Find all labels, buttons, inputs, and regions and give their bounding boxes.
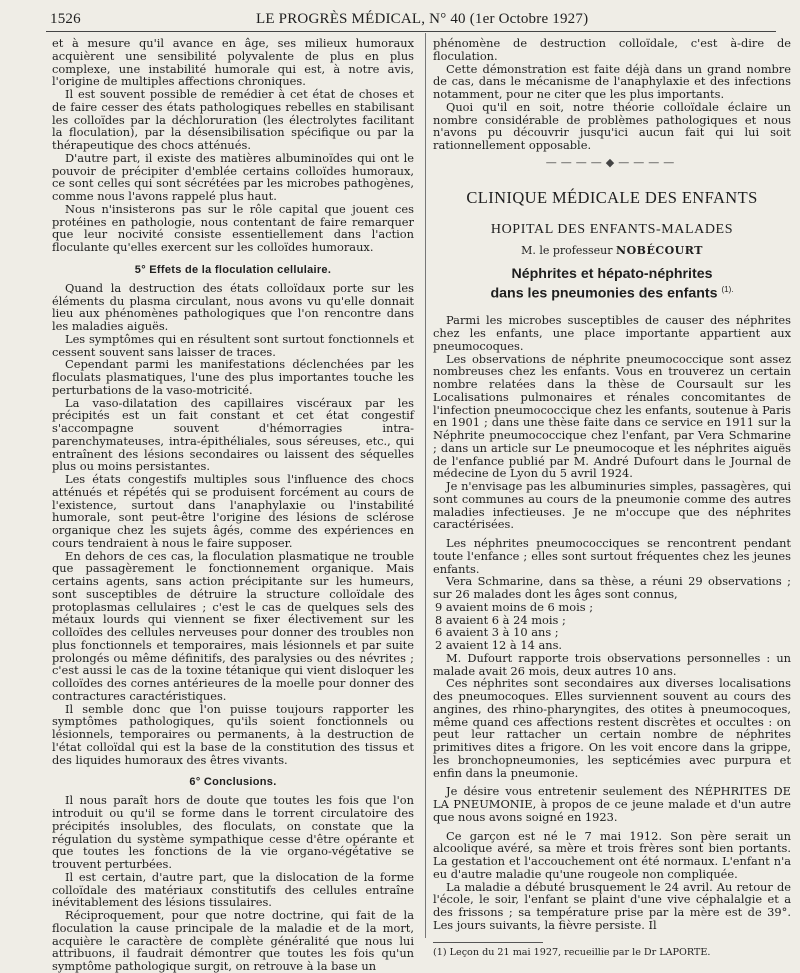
ornament-divider: ————◆————	[545, 155, 679, 169]
section-title: CLINIQUE MÉDICALE DES ENFANTS	[466, 187, 758, 207]
paragraph: Il semble donc que l'on puisse toujours rapporter les symptômes pathologiques, qu'ils soient fonctionnels ou lésionnels, temporaires ou permanents, à la destruction de l'état colloïdal qui est la base de la constitution des tissus et des liquides humoraux des êtres vivants.	[52, 701, 414, 767]
hospital-name: HOPITAL DES ENFANTS-MALADES	[490, 221, 734, 237]
professor-line	[433, 244, 791, 257]
age-list	[433, 601, 791, 652]
paragraph: Je désire vous entretenir seulement des NÉPHRITES DE LA PNEUMONIE, à propos de ce jeune malade et d'un autre que nous avons soigné en 1923.	[433, 784, 791, 824]
journal-title: LE PROGRÈS MÉDICAL, N° 40 (1er Octobre 1927)	[256, 11, 589, 27]
paragraph: Il est certain, d'autre part, que la dislocation de la forme colloïdale des matériaux constitutifs des cellules entraîne inévitablement des lésions tissulaires.	[52, 869, 414, 910]
section-heading-5: 5° Effets de la floculation cellulaire.	[134, 263, 332, 276]
list-item: 9 avaient moins de 6 mois ;	[435, 599, 594, 614]
footnote: (1) Leçon du 21 mai 1927, recueillie par le Dr LAPORTE.	[433, 946, 711, 958]
paragraph: M. Dufourt rapporte trois observations personnelles : un malade avait 26 mois, deux autres 10 ans.	[433, 650, 791, 678]
article-title-line1: Néphrites et hépato-néphrites	[511, 265, 713, 282]
article-title	[433, 266, 791, 303]
list-item: 2 avaient 12 à 14 ans.	[435, 638, 563, 653]
paragraph: Ce garçon est né le 7 mai 1912. Son père serait un alcoolique avéré, sa mère et trois frères sont bien portants. La gestation et l'accouchement ont été normaux. L'enfant n'a eu d'autre maladie qu'une rougeole non compliquée.	[433, 828, 791, 881]
article-title-line2: dans les pneumonies des enfants	[490, 285, 718, 302]
page-number: 1526	[50, 11, 81, 27]
paragraph: Quoi qu'il en soit, notre théorie colloïdale éclaire un nombre considérable de problèmes pathologiques et nous n'avons pu découvrir jusqu'ici aucun fait qui lui soit rationnellement opposable.	[433, 99, 791, 152]
list-item: 8 avaient 6 à 24 mois ;	[435, 612, 566, 627]
paragraph: Les symptômes qui en résultent sont surtout fonctionnels et cessent souvent sans laisser de traces.	[52, 331, 414, 359]
paragraph: Nous n'insisterons pas sur le rôle capital que jouent ces protéines en pathologie, nous contentant de faire remarquer que leur nocivité consiste essentiellement dans l'action floculante qu'elles exercent sur les colloïdes humoraux.	[52, 201, 414, 254]
paragraph: Les observations de néphrite pneumococcique sont assez nombreuses chez les enfants. Vous en trouverez un certain nombre relatées dans la thèse de Coursault sur les Localisations pulmonaires et rénales concomitantes de l'infection pneumococcique chez les enfants, soutenue à Paris en 1901 ; dans une thèse faite dans ce service en 1911 sur la Néphrite pneumococcique chez l'enfant, par Vera Schmarine ; dans un article sur Le pneumocoque et les néphrites aiguës de l'enfance publié par M. André Dufourt dans le Journal de médecine de Lyon du 5 avril 1924.	[433, 351, 791, 481]
professor-name: NOBÉCOURT	[616, 243, 703, 257]
paragraph: phénomène de destruction colloïdale, c'est à-dire de floculation.	[433, 36, 791, 63]
paragraph: et à mesure qu'il avance en âge, ses milieux humoraux acquièrent une sensibilité polyvalente de plus en plus complexe, une instabilité humorale qui est, à notre avis, l'origine de multiples affections chroniques.	[52, 36, 414, 89]
footnote-ref: (1).	[721, 285, 734, 295]
paragraph: Il nous paraît hors de doute que toutes les fois que l'on introduit ou qu'il se forme dans le torrent circulatoire des précipités insolubles, des floculats, on constate que la régulation du système sympathique cesse d'être opérante et que toutes les fonctions de la vie organo-végétative se trouvent perturbées.	[52, 793, 414, 871]
paragraph: Cette démonstration est faite déjà dans un grand nombre de cas, dans le mécanisme de l'anaphylaxie et des infections notamment, pour ne citer que les plus importants.	[433, 61, 791, 101]
paragraph: Les états congestifs multiples sous l'influence des chocs atténués et répétés qui se produisent forcément au cours de l'existence, surtout dans l'anaphylaxie ou l'instabilité humorale, sont peut-être l'origine des lésions de sclérose organique chez les sujets âgés, comme des expériences en cours tendraient à nous le faire supposer.	[52, 472, 414, 550]
list-item: 6 avaient 3 à 10 ans ;	[435, 625, 559, 640]
left-column	[52, 37, 414, 973]
paragraph: En dehors de ces cas, la floculation plasmatique ne trouble que passagèrement le fonctionnement organique. Mais certains agents, sans action précipitante sur les humeurs, sont susceptibles de détruire la structure colloïdale des protoplasmas cellulaires ; c'est le cas de quelques sels des métaux lourds qui viennent se fixer électivement sur les colloïdes des cellules nerveuses pour donner des troubles non plus fonctionnels et temporaires, mais lésionnels et par suite prolongés ou même définitifs, des paralysies ou des névrites ; c'est aussi le cas de la toxine tétanique qui vient disloquer les colloïdes des cornes antérieures de la moelle pour donner des contractures caractéristiques.	[52, 548, 414, 703]
paragraph: Parmi les microbes susceptibles de causer des néphrites chez les enfants, une place importante appartient aux pneumocoques.	[433, 313, 791, 353]
paragraph: Les néphrites pneumococciques se rencontrent pendant toute l'enfance ; elles sont surtout fréquentes chez les jeunes enfants.	[433, 536, 791, 576]
paragraph: La vaso-dilatation des capillaires viscéraux par les précipités est un fait constant et cet état congestif s'accompagne souvent d'hémorragies intra-parenchymateuses, intra-épithéliales, sous séreuses, etc., qui entraînent des lésions secondaires ou laissent des séquelles plus ou moins persistantes.	[52, 395, 414, 474]
column-divider	[425, 33, 426, 938]
header-rule	[46, 31, 776, 32]
paragraph: Ces néphrites sont secondaires aux diverses localisations des pneumocoques. Elles surviennent souvent au cours des angines, des rhino-pharyngites, des otites à pneumocoques, même quand ces affections restent discrètes et occultes : on peut leur rattacher un certain nombre de néphrites primitives dites a frigore. On les voit encore dans la grippe, les bronchopneumonies, les septicémies avec purpura et enfin dans la pneumonie.	[433, 676, 791, 780]
paragraph: Je n'envisage pas les albuminuries simples, passagères, qui sont communes au cours de la pneumonie comme des autres maladies infectieuses. Je ne m'occupe que des néphrites caractérisées.	[433, 479, 791, 532]
paragraph: Réciproquement, pour que notre doctrine, qui fait de la floculation la cause principale de la maladie et de la mort, acquière le caractère de complète généralité que nous lui attribuons, il faudrait démontrer que toutes les fois qu'un symptôme pathologique surgit, on retrouve à la base un	[52, 908, 414, 973]
section-heading-6: 6° Conclusions.	[189, 776, 277, 789]
right-column	[433, 37, 791, 959]
paragraph: La maladie a débuté brusquement le 24 avril. Au retour de l'école, le soir, l'enfant se plaint d'une vive céphalalgie et a des frissons ; sa température prise par la mère est de 39°. Les jours suivants, la fièvre persiste. Il	[433, 879, 791, 932]
paragraph: Quand la destruction des états colloïdaux porte sur les éléments du plasma circulant, nous avons vu qu'elle donnait lieu aux phénomènes pathologiques que l'on rencontre dans les maladies aiguës.	[52, 280, 414, 333]
paragraph: Cependant parmi les manifestations déclenchées par les floculats plasmatiques, l'une des plus importantes touche les perturbations de la vaso-motricité.	[52, 357, 414, 397]
paragraph: Vera Schmarine, dans sa thèse, a réuni 29 observations ; sur 26 malades dont les âges sont connus,	[433, 574, 791, 602]
footnote-rule	[433, 942, 543, 943]
professor-prefix: M. le professeur	[521, 243, 613, 257]
paragraph: Il est souvent possible de remédier à cet état de choses et de faire cesser des états pathologiques rebelles en stabilisant les colloïdes par la déchloruration (les électrolytes facilitant la floculation), par la désensibilisation spécifique ou par la thérapeutique des chocs atténués.	[52, 87, 414, 152]
paragraph: D'autre part, il existe des matières albuminoïdes qui ont le pouvoir de précipiter d'emblée certains colloïdes humoraux, ce sont celles qui sont sécrétées par les microbes pathogènes, comme nous l'avons rappelé plus haut.	[52, 150, 414, 203]
